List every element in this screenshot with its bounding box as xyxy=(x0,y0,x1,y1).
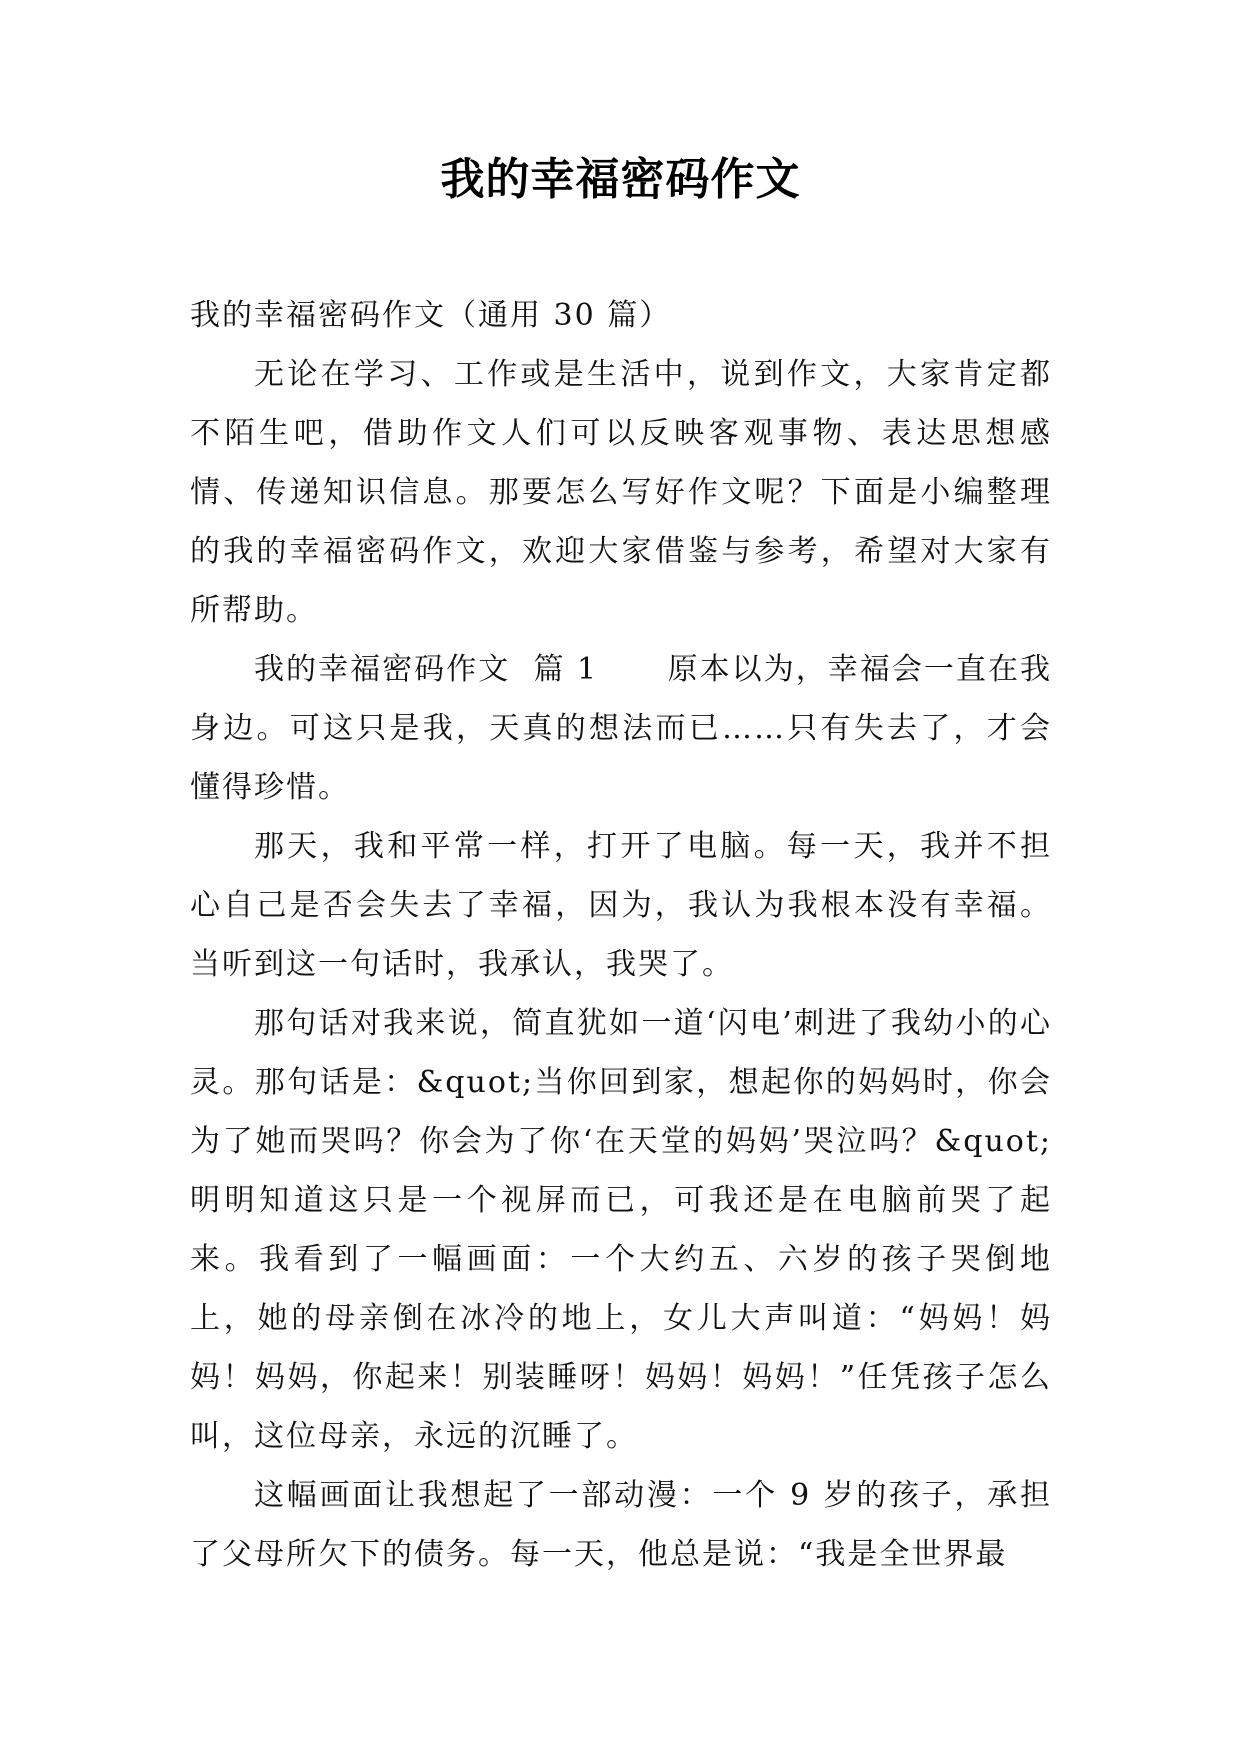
document-body xyxy=(190,286,1052,1584)
paragraph-computer: 那天，我和平常一样，打开了电脑。每一天，我并不担心自己是否会失去了幸福，因为，我认为我根本没有幸福。当听到这一句话时，我承认，我哭了。 xyxy=(190,829,1052,982)
paragraph-lightning: 那句话对我来说，简直犹如一道‘闪电’刺进了我幼小的心灵。那句话是：&quot;当你回到家，想起你的妈妈时，你会为了她而哭吗？你会为了你‘在天堂的妈妈’哭泣吗？&quot;明明知道这只是一个视屏而已，可我还是在电脑前哭了起来。我看到了一幅画面：一个大约五、六岁的孩子哭倒地上，她的母亲倒在冰冷的地上，女儿大声叫道：“妈妈！妈妈！妈妈，你起来！别装睡呀！妈妈！妈妈！”任凭孩子怎么叫，这位母亲，永远的沉睡了。 xyxy=(190,1006,1052,1454)
document-subtitle: 我的幸福密码作文（通用 30 篇） xyxy=(190,298,672,333)
paragraph-anime: 这幅画面让我想起了一部动漫：一个 9 岁的孩子，承担了父母所欠下的债务。每一天，他总是说：“我是全世界最 xyxy=(190,1478,1052,1572)
document-title: 我的幸福密码作文 xyxy=(440,154,801,205)
paragraph-essay-1-opening: 我的幸福密码作文 篇 1 原本以为，幸福会一直在我身边。可这只是我，天真的想法而已……只有失去了，才会懂得珍惜。 xyxy=(190,652,1052,805)
paragraph-intro: 无论在学习、工作或是生活中，说到作文，大家肯定都不陌生吧，借助作文人们可以反映客观事物、表达思想感情、传递知识信息。那要怎么写好作文呢？下面是小编整理的我的幸福密码作文，欢迎大家借鉴与参考，希望对大家有所帮助。 xyxy=(190,357,1052,628)
